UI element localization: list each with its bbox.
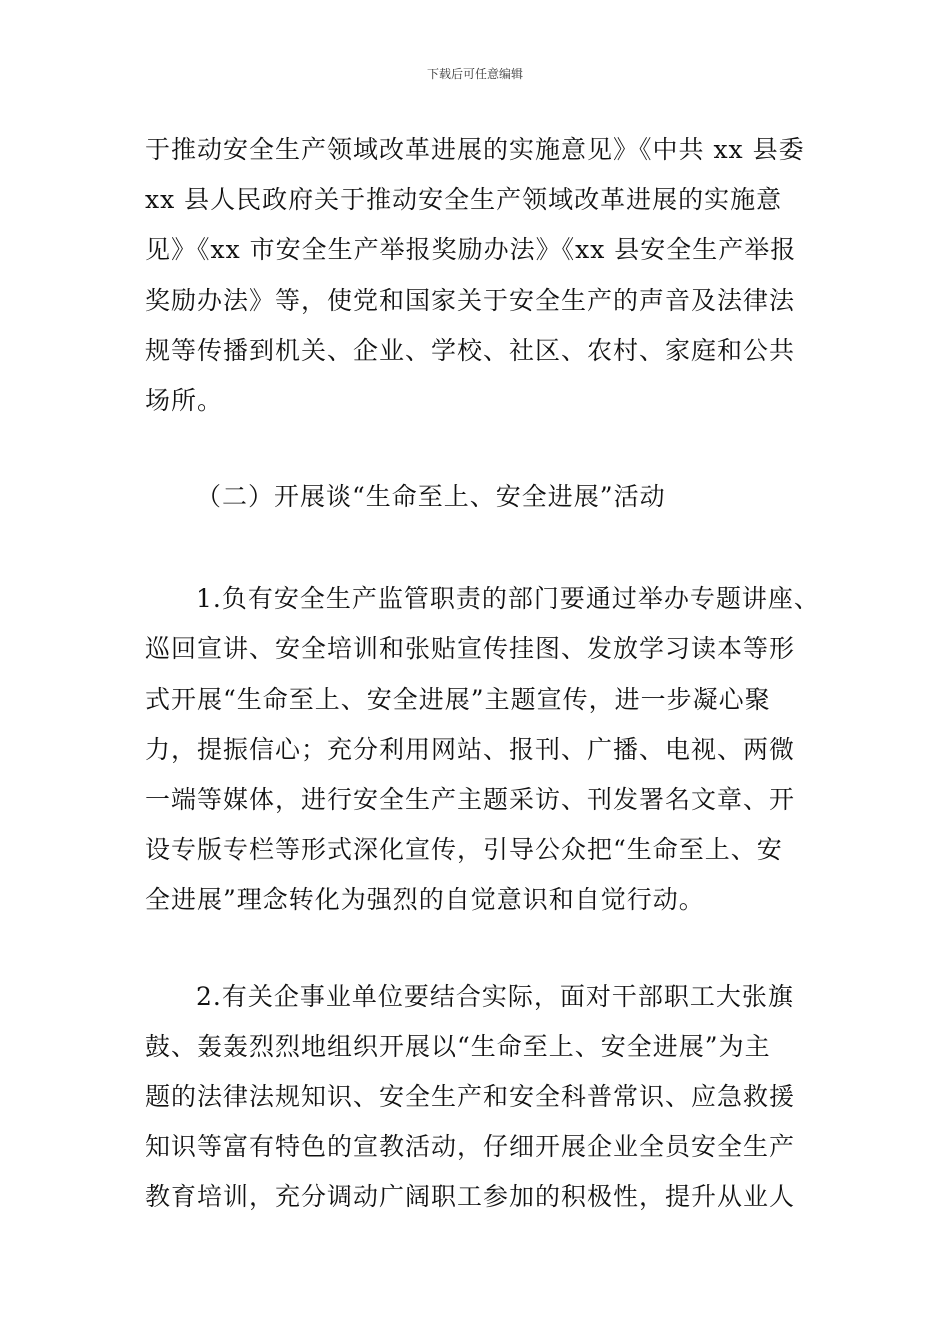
paragraph-line: 设专版专栏等形式深化宣传，引导公众把“生命至上、安	[145, 835, 783, 864]
paragraph-line: 鼓、轰轰烈烈地组织开展以“生命至上、安全进展”为主	[145, 1032, 771, 1061]
paragraph-line: 见》《xx 市安全生产举报奖励办法》《xx 县安全生产举报	[145, 235, 797, 264]
paragraph-line: 1.负有安全生产监管职责的部门要通过举办专题讲座、	[196, 584, 820, 613]
paragraph-line: 全进展”理念转化为强烈的自觉意识和自觉行动。	[145, 885, 705, 914]
paragraph-line: 式开展“生命至上、安全进展”主题宣传，进一步凝心聚	[145, 685, 771, 714]
paragraph-line: 奖励办法》等，使党和国家关于安全生产的声音及法律法	[145, 286, 796, 315]
paragraph-line: 于推动安全生产领域改革进展的实施意见》《中共 xx 县委	[145, 135, 805, 164]
paragraph-line: 2.有关企事业单位要结合实际，面对干部职工大张旗	[196, 982, 794, 1011]
paragraph-line: 教育培训，充分调动广阔职工参加的积极性，提升从业人	[145, 1182, 796, 1211]
paragraph-line: 一端等媒体，进行安全生产主题采访、刊发署名文章、开	[145, 785, 796, 814]
section-heading: （二）开展谈“生命至上、安全进展”活动	[196, 482, 666, 511]
paragraph-line: 知识等富有特色的宣教活动，仔细开展企业全员安全生产	[145, 1132, 796, 1161]
paragraph-line: 场所。	[145, 386, 224, 415]
paragraph-line: 巡回宣讲、安全培训和张贴宣传挂图、发放学习读本等形	[145, 634, 796, 663]
header-note: 下载后可任意编辑	[426, 67, 523, 81]
paragraph-line: 力，提振信心；充分利用网站、报刊、广播、电视、两微	[145, 735, 796, 764]
paragraph-line: 题的法律法规知识、安全生产和安全科普常识、应急救援	[145, 1082, 796, 1111]
paragraph-line: xx 县人民政府关于推动安全生产领域改革进展的实施意	[145, 185, 783, 214]
paragraph-line: 规等传播到机关、企业、学校、社区、农村、家庭和公共	[145, 336, 796, 365]
